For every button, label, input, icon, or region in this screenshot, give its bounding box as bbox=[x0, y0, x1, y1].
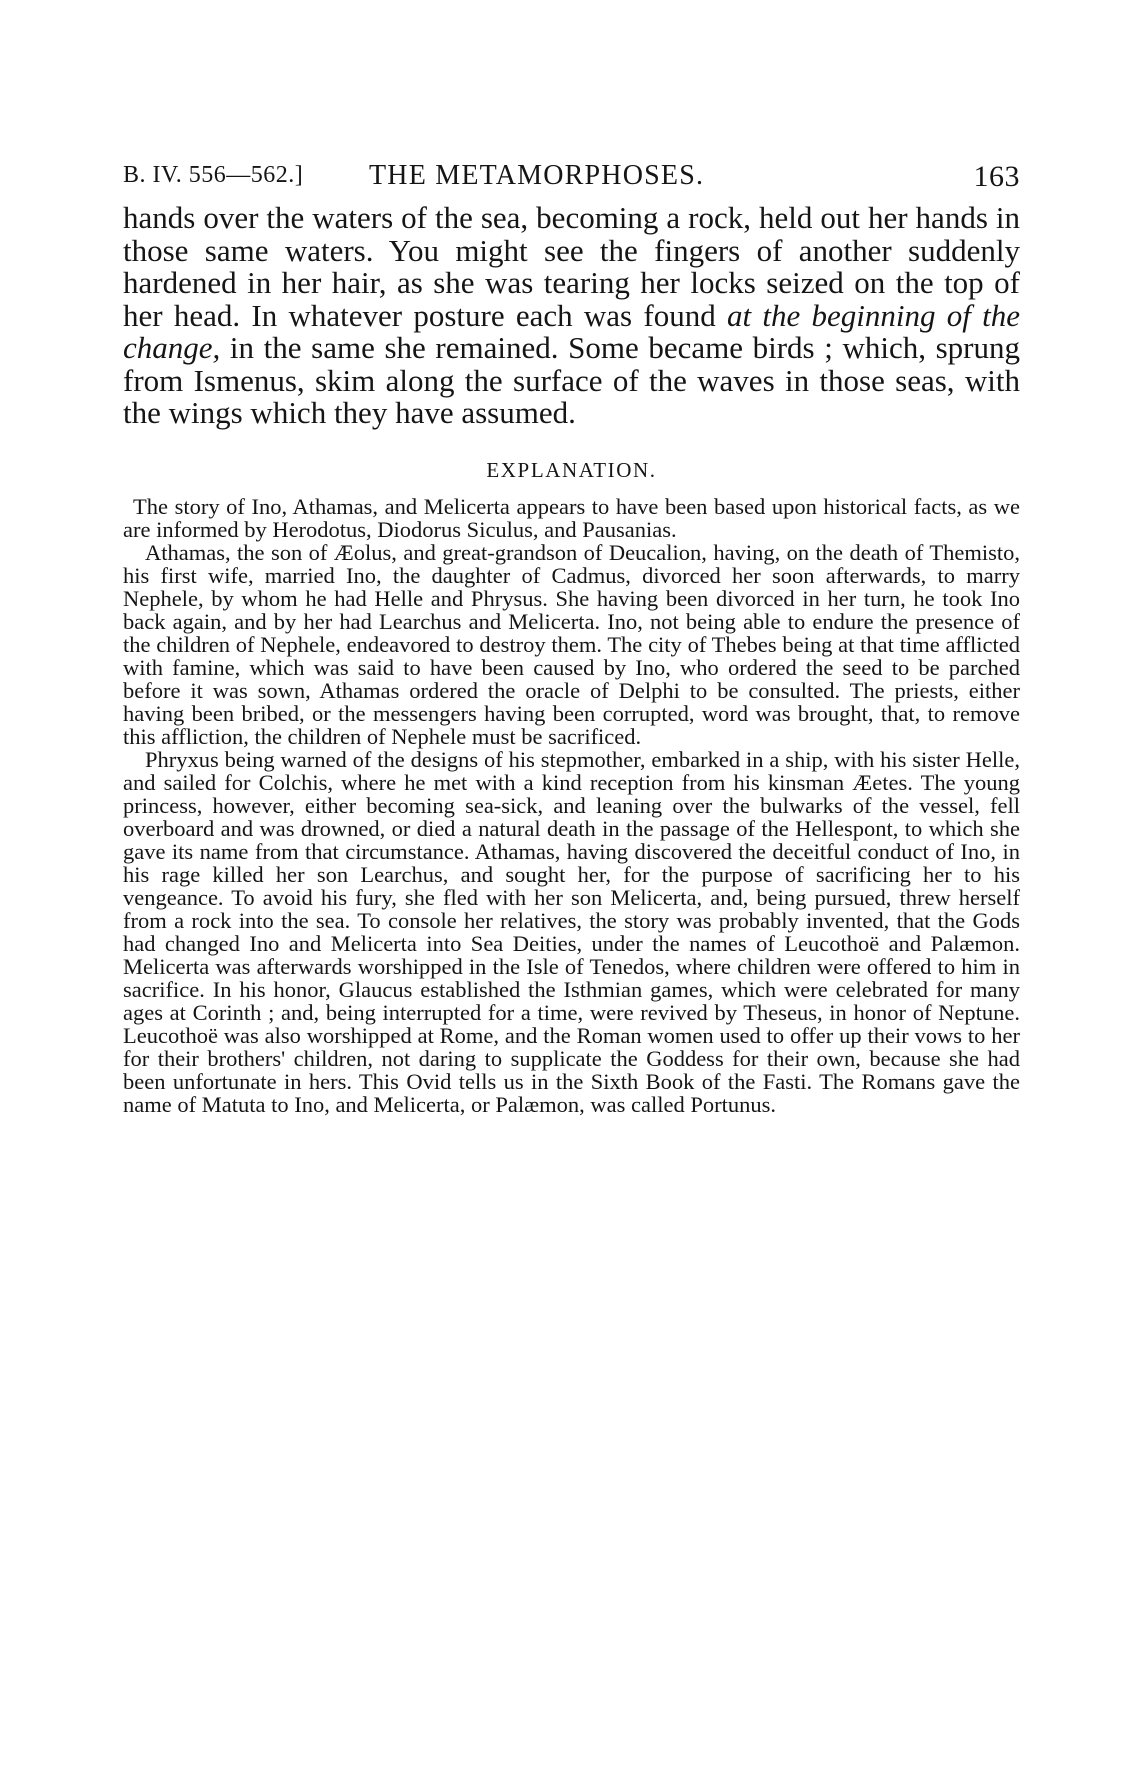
running-head bbox=[123, 150, 1020, 196]
translation-italic-phrase: at the beginning of the change, bbox=[123, 297, 1020, 365]
translation-text-part-2: in the same she remained. Some became birds ; which, sprung from Ismenus, skim along the surface of the waves in those seas, with the wings which they have assumed. bbox=[123, 330, 1020, 430]
translation-text bbox=[123, 202, 1020, 430]
translation-paragraph bbox=[123, 202, 1020, 430]
translation-text-part-1: hands over the waters of the sea, becoming a rock, held out her hands in those same waters. You might see the fingers of another suddenly hardened in her hair, as she was tearing her locks seized on the top of her head. In whatever posture each was found bbox=[123, 200, 1020, 333]
explanation-heading: EXPLANATION. bbox=[486, 457, 657, 482]
book-line-reference: B. IV. 556—562.] bbox=[123, 162, 304, 188]
book-page bbox=[123, 150, 1020, 1116]
page-number: 163 bbox=[973, 160, 1020, 193]
explanation-paragraph-1: The story of Ino, Athamas, and Melicerta appears to have been based upon historical facts, as we are informed by Herodotus, Diodorus Siculus, and Pausanias. bbox=[123, 493, 1020, 542]
explanation-paragraph-2: Athamas, the son of Æolus, and great-grandson of Deucalion, having, on the death of Themisto, his first wife, married Ino, the daughter of Cadmus, divorced her soon afterwards, to marry Nephele, by whom he had Helle and Phrysus. She having been divorced in her turn, he took Ino back again, and by her had Learchus and Melicerta. Ino, not being able to endure the presence of the children of Nephele, endeavored to destroy them. The city of Thebes being at that time afflicted with famine, which was said to have been caused by Ino, who ordered the seed to be parched before it was sown, Athamas ordered the oracle of Delphi to be consulted. The priests, either having been bribed, or the messengers having been corrupted, word was brought, that, to remove this affliction, the children of Nephele must be sacrificed. bbox=[123, 539, 1020, 749]
explanation-notes bbox=[123, 495, 1020, 1116]
running-title: THE METAMORPHOSES. bbox=[369, 160, 705, 191]
explanation-paragraph-3: Phryxus being warned of the designs of his stepmother, embarked in a ship, with his sister Helle, and sailed for Colchis, where he met with a kind reception from his kinsman Æetes. The young princess, however, either becoming sea-sick, and leaning over the bulwarks of the vessel, fell overboard and was drowned, or died a natural death in the passage of the Hellespont, to which she gave its name from that circumstance. Athamas, having discovered the deceitful conduct of Ino, in his rage killed her son Learchus, and sought her, for the purpose of sacrificing her to his vengeance. To avoid his fury, she fled with her son Melicerta, and, being pursued, threw herself from a rock into the sea. To console her relatives, the story was probably invented, that the Gods had changed Ino and Melicerta into Sea Deities, under the names of Leucothoë and Palæmon. Melicerta was afterwards worshipped in the Isle of Tenedos, where children were offered to him in sacrifice. In his honor, Glaucus established the Isthmian games, which were celebrated for many ages at Corinth ; and, being interrupted for a time, were revived by Theseus, in honor of Neptune. Leucothoë was also worshipped at Rome, and the Roman women used to offer up their vows to her for their brothers' children, not daring to supplicate the Goddess for their own, because she had been unfortunate in hers. This Ovid tells us in the Sixth Book of the Fasti. The Romans gave the name of Matuta to Ino, and Melicerta, or Palæmon, was called Portunus. bbox=[123, 746, 1020, 1117]
